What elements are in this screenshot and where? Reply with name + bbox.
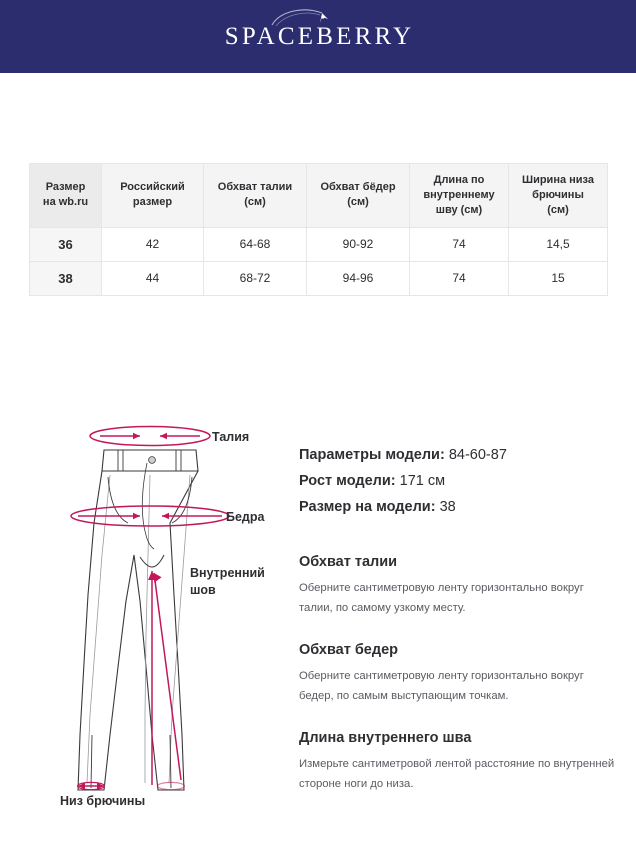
model-param-value: 38 (439, 498, 456, 515)
table-header-cell: Российский размер (102, 164, 204, 228)
table-cell: 44 (102, 261, 204, 295)
table-cell: 90-92 (307, 227, 410, 261)
measurement-section (0, 405, 636, 848)
comet-icon (270, 7, 334, 34)
model-param-value: 84-60-87 (448, 447, 507, 463)
guide-text: Измерьте сантиметровой лентой расстояние по внутренней стороне ноги до низа. (299, 758, 615, 790)
brand-logo[interactable] (222, 24, 414, 49)
table-cell: 42 (102, 227, 204, 261)
table-cell: 68-72 (204, 261, 307, 295)
model-param-measurements (299, 443, 619, 469)
table-cell: 15 (509, 261, 608, 295)
label-hips: Бедра (226, 510, 265, 524)
guide-text: Оберните сантиметровую ленту горизонтально вокруг бедер, по самым выступающим точкам. (299, 670, 584, 702)
model-param-label: Параметры модели: (299, 447, 445, 463)
guide-section-hips (299, 642, 619, 706)
table-cell: 74 (410, 261, 509, 295)
guide-section-inseam (299, 730, 619, 794)
table-header-cell: Ширина низа брючины (см) (509, 164, 608, 228)
table-row (30, 227, 608, 261)
trousers-diagram (48, 405, 296, 825)
guide-title: Длина внутреннего шва (299, 730, 472, 747)
guide-title: Обхват бедер (299, 642, 399, 659)
guide-text: Оберните сантиметровую ленту горизонтально вокруг талии, по самому узкому месту. (299, 582, 584, 614)
size-table-container (29, 163, 607, 296)
model-param-value: 171 см (399, 472, 446, 489)
label-hem: Низ брючины (60, 794, 146, 808)
inseam-measure (148, 571, 181, 785)
table-cell: 64-68 (204, 227, 307, 261)
site-header (0, 0, 636, 73)
table-header-cell: Размер на wb.ru (30, 164, 102, 228)
label-waist: Талия (212, 430, 250, 444)
table-row (30, 261, 608, 295)
hem-measure (78, 782, 185, 789)
model-param-height (299, 469, 619, 495)
table-cell: 74 (410, 227, 509, 261)
model-param-label: Рост модели: (299, 472, 396, 489)
label-inseam-line2: шов (190, 583, 216, 597)
waist-measure (90, 427, 210, 446)
size-table (29, 163, 608, 296)
trousers-outline (78, 450, 198, 790)
table-header-cell: Обхват талии (см) (204, 164, 307, 228)
table-header-cell: Длина по внутреннему шву (см) (410, 164, 509, 228)
table-cell-size-wb: 36 (30, 227, 102, 261)
table-cell: 14,5 (509, 227, 608, 261)
label-inseam-line1: Внутренний (190, 566, 265, 580)
info-column (299, 443, 619, 794)
brand-name: SPACEBERRY (224, 23, 415, 50)
model-param-label: Размер на модели: (299, 498, 436, 515)
hips-measure (71, 506, 229, 526)
table-cell-size-wb: 38 (30, 261, 102, 295)
model-param-size (299, 495, 619, 521)
table-header-cell: Обхват бёдер (см) (307, 164, 410, 228)
table-cell: 94-96 (307, 261, 410, 295)
guide-title: Обхват талии (299, 554, 398, 571)
table-header-row (30, 164, 608, 228)
guide-section-waist (299, 554, 619, 618)
